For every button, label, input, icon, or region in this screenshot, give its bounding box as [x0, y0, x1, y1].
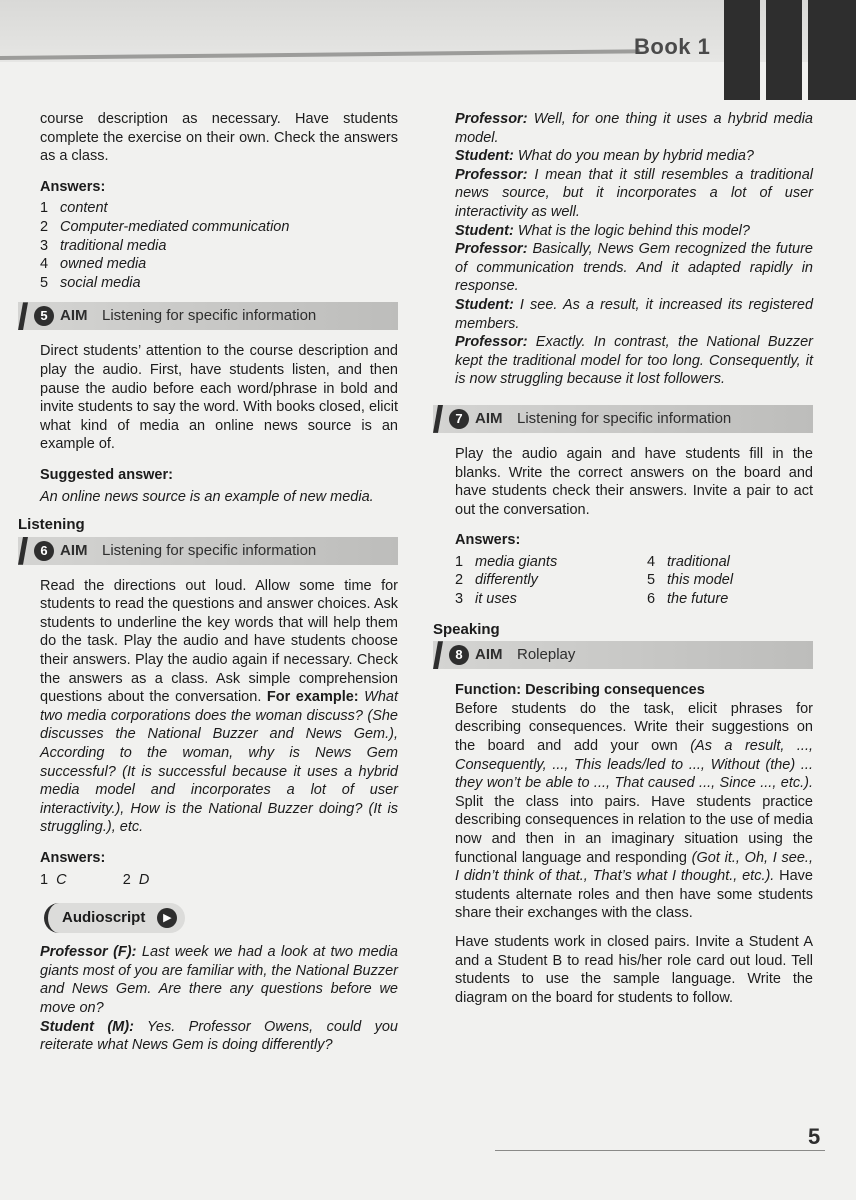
aim-bar-8	[433, 641, 813, 669]
dialog-line: Student: What is the logic behind this model?	[455, 222, 750, 239]
dialog-line: Professor: Well, for one thing it uses a hybrid media model.	[455, 111, 813, 146]
answers-grid	[455, 553, 813, 609]
answer-item: 4 traditional	[647, 553, 730, 570]
book-label: Book 1	[634, 34, 711, 59]
page-number: 5	[808, 1124, 821, 1149]
section-heading-speaking: Speaking	[433, 620, 500, 638]
answers-inline: 1 C 2 D	[40, 871, 150, 888]
speaker-icon[interactable]: ▶	[157, 908, 177, 928]
aim-label: AIM	[475, 646, 503, 664]
aim-label: AIM	[60, 307, 88, 325]
aim-title: Listening for specific information	[102, 307, 317, 325]
answer-item: 4 owned media	[40, 256, 147, 273]
answer-item: 1 content	[40, 200, 108, 217]
function-label: Function: Describing consequences	[455, 682, 705, 699]
answers-list	[40, 199, 398, 292]
answer-item: 6 the future	[647, 591, 729, 608]
answer-item: 2 Computer-mediated communication	[40, 218, 290, 235]
dialog-left	[40, 943, 398, 1055]
dialog-line: Student (M): Yes. Professor Owens, could you reiterate what News Gem is doing differently?	[40, 1018, 398, 1054]
answer-item: 3 traditional media	[40, 237, 167, 254]
dialog-right	[455, 110, 813, 389]
answers-label: Answers:	[40, 178, 106, 195]
aim-wedge	[18, 537, 28, 565]
edge-tab	[808, 0, 856, 100]
aim-wedge	[18, 302, 28, 330]
answer-item: 2 differently	[455, 572, 538, 589]
dialog-line: Professor: Exactly. In contrast, the National Buzzer kept the traditional model for too long. Consequently, it is now struggling because it lost followers.	[455, 334, 813, 388]
right-column	[433, 110, 814, 1007]
edge-tab	[724, 0, 760, 100]
aim-title: Listening for specific information	[102, 541, 317, 559]
aim-wedge	[433, 641, 443, 669]
aim-title: Roleplay	[517, 646, 576, 664]
footer-rule	[495, 1150, 825, 1151]
aim-label: AIM	[475, 409, 503, 427]
aim-label: AIM	[60, 541, 88, 559]
aim-wedge	[433, 405, 443, 433]
aim-bar-5	[18, 302, 398, 330]
aim8-paragraph: Before students do the task, elicit phrases for describing consequences. Write their suggestions on the board and add your own (As a result, ..., Consequently, ..., This leads/led to ..., Without (the) ... they won’t be able to ..., That caused ..., Since ..., etc.). Split the class into pairs. Have students practice describing consequences in relation to the use of media now and then in an imaginary situation using the functional language and responding (Got it., Oh, I see., I didn’t think of that., That’s what I thought., etc.). Have students alternate roles and then have some students share their exchanges with the class.	[455, 700, 814, 922]
section-heading-listening: Listening	[18, 516, 85, 534]
suggested-answer: An online news source is an example of new media.	[40, 488, 374, 505]
aim-number: 7	[449, 409, 469, 429]
aim5-paragraph: Direct students’ attention to the course description and play the audio. First, have students listen, and then pause the audio before each word/phrase in bold and invite students to say the word. With books closed, elicit what kind of media an online news source is an example of.	[40, 343, 398, 453]
aim-bar-6	[18, 537, 398, 565]
aim-number: 6	[34, 541, 54, 561]
aim-number: 5	[34, 306, 54, 326]
answer-item: 3 it uses	[455, 591, 517, 608]
aim7-paragraph: Play the audio again and have students fill in the blanks. Write the correct answers on the board and have students check their answers. Invite a pair to act out the conversation.	[455, 445, 813, 518]
aim6-paragraph: Read the directions out loud. Allow some time for students to read the questions and answer choices. Ask students to underline the key words that will help them do the task. Play the audio and have students choose their answers. Play the audio again if necessary. Check the answers as a class. Ask simple comprehension questions about the conversation. For example: What two media corporations does the woman discuss? (She discusses the National Buzzer and News Gem.), According to the woman, why is News Gem successful? (It is successful because it uses a hybrid media model and incorporates a lot of user interactivity.), How is the National Buzzer doing? (It is struggling.), etc.	[40, 577, 398, 836]
dialog-line: Student: I see. As a result, it increased its registered members.	[455, 296, 814, 332]
answers-label: Answers:	[40, 850, 106, 866]
audioscript-badge: Audioscript ▶	[44, 903, 185, 933]
intro-paragraph: course description as necessary. Have students complete the exercise on their own. Check the answers as a class.	[40, 111, 398, 165]
dialog-line: Professor: I mean that it still resembles a traditional news source, but it incorporates a lot of user interactivity as well.	[455, 166, 813, 220]
dialog-line: Professor (F): Last week we had a look at two media giants most of you are familiar with, the National Buzzer and News Gem. Are there any questions before we move on?	[40, 944, 398, 1016]
edge-tab	[766, 0, 802, 100]
answer-item: 5 this model	[647, 572, 734, 589]
answer-item: 5 social media	[40, 274, 141, 291]
aim-bar-7	[433, 405, 813, 433]
answers-label: Answers:	[455, 532, 521, 549]
aim-number: 8	[449, 645, 469, 665]
aim8-paragraph-2: Have students work in closed pairs. Invite a Student A and a Student B to read his/her role card out loud. Tell students to use the sample language. Write the diagram on the board for students to follow.	[455, 933, 813, 1006]
suggested-label: Suggested answer:	[40, 466, 173, 483]
dialog-line: Student: What do you mean by hybrid media?	[455, 148, 754, 165]
answer-item: 1 media giants	[455, 553, 558, 570]
dialog-line: Professor: Basically, News Gem recognized the future of communication trends. And it adapted rapidly in response.	[455, 241, 813, 295]
left-column	[18, 110, 398, 1055]
aim-title: Listening for specific information	[517, 409, 732, 427]
